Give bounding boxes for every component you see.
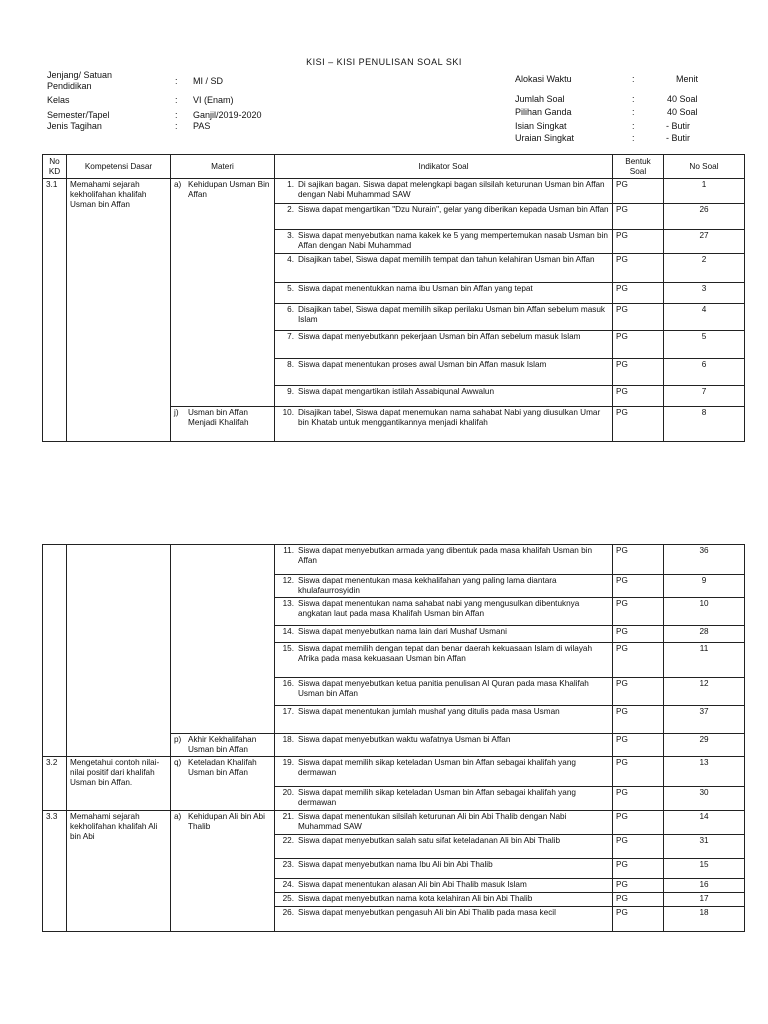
- kd-text-continued: [67, 545, 171, 757]
- indikator-text: Siswa dapat menyebutkan waktu wafatnya Usman bi Affan: [298, 735, 511, 744]
- kisi-table-part2: [42, 544, 745, 932]
- no-soal: 16: [664, 879, 745, 893]
- table-row: [43, 545, 745, 575]
- kd-text: Mengetahui contoh nilai-nilai positif dari khalifah Usman bin Affan.: [67, 757, 171, 811]
- info-label-jenjang: Jenjang/ Satuan: [47, 70, 113, 80]
- bentuk-soal: PG: [613, 545, 664, 575]
- bentuk-soal: PG: [613, 835, 664, 859]
- indikator-text: Siswa dapat menyebutkan nama Ibu Ali bin Abi Thalib: [298, 860, 493, 869]
- bentuk-soal: PG: [613, 734, 664, 757]
- indikator-text: Siswa dapat menyebutkan nama kota kelahiran Ali bin Abi Thalib: [298, 894, 533, 903]
- indikator-number: 15.: [282, 644, 294, 653]
- no-soal: 26: [664, 204, 745, 230]
- info-label-pg: Pilihan Ganda: [515, 107, 572, 117]
- indikator-cell: [275, 879, 613, 893]
- indikator-cell: [275, 643, 613, 678]
- materi-text: Kehidupan Ali bin Abi Thalib: [188, 812, 265, 831]
- bentuk-soal: PG: [613, 626, 664, 643]
- indikator-number: 12.: [282, 576, 294, 585]
- info-label-jenis: Jenis Tagihan: [47, 121, 102, 131]
- indikator-number: 3.: [287, 231, 294, 240]
- table-header-row: [43, 155, 745, 179]
- indikator-cell: [275, 254, 613, 283]
- bentuk-soal: PG: [613, 706, 664, 734]
- no-soal: 27: [664, 230, 745, 254]
- bentuk-soal: PG: [613, 204, 664, 230]
- indikator-cell: [275, 893, 613, 907]
- bentuk-soal: PG: [613, 575, 664, 598]
- indikator-cell: [275, 575, 613, 598]
- indikator-cell: [275, 204, 613, 230]
- no-soal: 37: [664, 706, 745, 734]
- indikator-number: 9.: [287, 387, 294, 396]
- info-value-jenjang: MI / SD: [193, 76, 224, 86]
- indikator-number: 23.: [282, 860, 294, 869]
- header-indikator: Indikator Soal: [275, 155, 613, 179]
- no-soal: 36: [664, 545, 745, 575]
- materi-text: Usman bin Affan Menjadi Khalifah: [188, 408, 249, 427]
- materi-cell: [171, 757, 275, 811]
- indikator-text: Siswa dapat menentukan alasan Ali bin Abi Thalib masuk Islam: [298, 880, 527, 889]
- indikator-number: 2.: [287, 205, 294, 214]
- bentuk-soal: PG: [613, 283, 664, 304]
- indikator-text: Disajikan tabel, Siswa dapat memilih tempat dan tahun kelahiran Usman bin Affan: [298, 255, 595, 264]
- indikator-number: 20.: [282, 788, 294, 797]
- no-soal: 12: [664, 678, 745, 706]
- materi-cell: [171, 811, 275, 932]
- indikator-number: 21.: [282, 812, 294, 821]
- indikator-number: 4.: [287, 255, 294, 264]
- bentuk-soal: PG: [613, 643, 664, 678]
- indikator-number: 16.: [282, 679, 294, 688]
- bentuk-soal: PG: [613, 787, 664, 811]
- indikator-text: Siswa dapat menentukan nama sahabat nabi yang mengusulkan dibentuknya angkatan laut pada masa Khalifah Usman bin Affan: [298, 599, 580, 618]
- indikator-number: 19.: [282, 758, 294, 767]
- info-label-semester: Semester/Tapel: [47, 110, 110, 120]
- bentuk-soal: PG: [613, 757, 664, 787]
- indikator-cell: [275, 359, 613, 386]
- info-right: [515, 74, 735, 146]
- bentuk-soal: PG: [613, 678, 664, 706]
- indikator-cell: [275, 907, 613, 932]
- bentuk-soal: PG: [613, 598, 664, 626]
- indikator-cell: [275, 678, 613, 706]
- header-kompetensi: Kompetensi Dasar: [67, 155, 171, 179]
- indikator-text: Disajikan tabel, Siswa dapat memilih sikap perilaku Usman bin Affan sebelum masuk Islam: [298, 305, 606, 324]
- kd-number: 3.2: [43, 757, 67, 811]
- no-soal: 6: [664, 359, 745, 386]
- materi-letter: q): [174, 758, 182, 767]
- indikator-number: 13.: [282, 599, 294, 608]
- materi-cell: [171, 407, 275, 442]
- indikator-text: Siswa dapat menyebutkan salah satu sifat keteladanan Ali bin Abi Thalib: [298, 836, 561, 845]
- no-soal: 4: [664, 304, 745, 331]
- materi-text: Keteladan Khalifah Usman bin Affan: [188, 758, 257, 777]
- bentuk-soal: PG: [613, 179, 664, 204]
- indikator-number: 6.: [287, 305, 294, 314]
- no-soal: 9: [664, 575, 745, 598]
- no-soal: 15: [664, 859, 745, 879]
- bentuk-soal: PG: [613, 304, 664, 331]
- info-label-kelas: Kelas: [47, 95, 70, 105]
- info-left: [47, 70, 347, 134]
- no-soal: 11: [664, 643, 745, 678]
- indikator-number: 26.: [282, 908, 294, 917]
- indikator-number: 7.: [287, 332, 294, 341]
- indikator-number: 22.: [282, 836, 294, 845]
- info-label-uraian: Uraian Singkat: [515, 133, 575, 143]
- info-value-kelas: VI (Enam): [193, 95, 234, 105]
- indikator-cell: [275, 787, 613, 811]
- indikator-text: Siswa dapat menyebutkan nama kakek ke 5 yang mempertemukan nasab Usman bin Affan dengan Nabi Muhammad: [298, 231, 608, 250]
- indikator-number: 17.: [282, 707, 294, 716]
- kisi-table-part1: [42, 154, 745, 442]
- kd-text: Memahami sejarah kekholifahan khalifah Usman bin Affan: [67, 179, 171, 442]
- indikator-cell: [275, 545, 613, 575]
- info-value-jumlah: 40 Soal: [667, 94, 698, 104]
- materi-cell: [171, 179, 275, 407]
- no-soal: 28: [664, 626, 745, 643]
- indikator-number: 10.: [282, 408, 294, 417]
- indikator-text: Siswa dapat menyebutkan pengasuh Ali bin Abi Thalib pada masa kecil: [298, 908, 556, 917]
- no-soal: 18: [664, 907, 745, 932]
- indikator-text: Siswa dapat menyebutkan nama lain dari Mushaf Usmani: [298, 627, 507, 636]
- indikator-cell: [275, 835, 613, 859]
- indikator-text: Siswa dapat menentukan proses awal Usman bin Affan masuk Islam: [298, 360, 547, 369]
- bentuk-soal: PG: [613, 359, 664, 386]
- no-soal: 29: [664, 734, 745, 757]
- indikator-number: 14.: [282, 627, 294, 636]
- indikator-number: 5.: [287, 284, 294, 293]
- document-title: KISI – KISI PENULISAN SOAL SKI: [306, 57, 462, 67]
- bentuk-soal: PG: [613, 407, 664, 442]
- table-row: [43, 811, 745, 835]
- kd-text: Memahami sejarah kekholifahan khalifah Ali bin Abi: [67, 811, 171, 932]
- info-sep: :: [632, 121, 635, 131]
- info-label-jumlah: Jumlah Soal: [515, 94, 565, 104]
- indikator-cell: [275, 706, 613, 734]
- info-value-semester: Ganjil/2019-2020: [193, 110, 262, 120]
- indikator-number: 25.: [282, 894, 294, 903]
- info-sep: :: [175, 121, 178, 131]
- indikator-cell: [275, 859, 613, 879]
- no-soal: 30: [664, 787, 745, 811]
- info-sep: :: [632, 94, 635, 104]
- indikator-cell: [275, 811, 613, 835]
- indikator-number: 24.: [282, 880, 294, 889]
- info-value-isian: - Butir: [666, 121, 691, 131]
- info-label-isian: Isian Singkat: [515, 121, 567, 131]
- no-soal: 7: [664, 386, 745, 407]
- bentuk-soal: PG: [613, 879, 664, 893]
- info-sep: :: [175, 110, 178, 120]
- bentuk-soal: PG: [613, 331, 664, 359]
- bentuk-soal: PG: [613, 811, 664, 835]
- indikator-cell: [275, 757, 613, 787]
- indikator-cell: [275, 734, 613, 757]
- materi-text: Akhir Kekhalifahan Usman bin Affan: [188, 735, 257, 754]
- indikator-cell: [275, 179, 613, 204]
- materi-cell: [171, 734, 275, 757]
- no-soal: 3: [664, 283, 745, 304]
- table-row: [43, 757, 745, 787]
- bentuk-soal: PG: [613, 893, 664, 907]
- header-bentuk: Bentuk Soal: [613, 155, 664, 179]
- bentuk-soal: PG: [613, 230, 664, 254]
- materi-letter: p): [174, 735, 182, 744]
- indikator-cell: [275, 331, 613, 359]
- info-sep: :: [175, 95, 178, 105]
- indikator-cell: [275, 283, 613, 304]
- materi-text: Kehidupan Usman Bin Affan: [188, 180, 270, 199]
- no-soal: 13: [664, 757, 745, 787]
- indikator-cell: [275, 230, 613, 254]
- indikator-text: Siswa dapat menyebutkan armada yang dibentuk pada masa khalifah Usman bin Affan: [298, 546, 593, 565]
- indikator-number: 11.: [283, 546, 294, 555]
- no-soal: 17: [664, 893, 745, 907]
- no-soal: 5: [664, 331, 745, 359]
- indikator-text: Siswa dapat memilih sikap keteladan Usman bin Affan sebagai khalifah yang dermawan: [298, 788, 576, 807]
- info-sep: :: [632, 74, 635, 84]
- header-no-kd: No KD: [43, 155, 67, 179]
- no-soal: 1: [664, 179, 745, 204]
- indikator-text: Di sajikan bagan. Siswa dapat melengkapi bagan silsilah keturunan Usman bin Affan dengan Nabi Muhammad SAW: [298, 180, 605, 199]
- indikator-cell: [275, 304, 613, 331]
- no-soal: 10: [664, 598, 745, 626]
- materi-continued: [171, 545, 275, 734]
- indikator-cell: [275, 407, 613, 442]
- info-value-alokasi: Menit: [676, 74, 699, 84]
- no-soal: 31: [664, 835, 745, 859]
- indikator-text: Siswa dapat menentukan jumlah mushaf yang ditulis pada masa Usman: [298, 707, 560, 716]
- kd-number: 3.3: [43, 811, 67, 932]
- no-soal: 2: [664, 254, 745, 283]
- materi-letter: a): [174, 180, 182, 189]
- indikator-cell: [275, 626, 613, 643]
- materi-letter: j): [174, 408, 179, 417]
- info-value-jenis: PAS: [193, 121, 211, 131]
- indikator-cell: [275, 598, 613, 626]
- indikator-number: 8.: [287, 360, 294, 369]
- header-no-soal: No Soal: [664, 155, 745, 179]
- indikator-cell: [275, 386, 613, 407]
- bentuk-soal: PG: [613, 254, 664, 283]
- indikator-text: Siswa dapat memilih sikap keteladan Usman bin Affan sebagai khalifah yang dermawan: [298, 758, 576, 777]
- indikator-text: Siswa dapat menentukan silsilah keturunan Ali bin Abi Thalib dengan Nabi Muhammad SAW: [298, 812, 567, 831]
- bentuk-soal: PG: [613, 859, 664, 879]
- indikator-text: Siswa dapat mengartikan "Dzu Nurain", gelar yang diberikan kepada Usman bin Affan: [298, 205, 609, 214]
- kd-number-continued: [43, 545, 67, 757]
- indikator-text: Disajikan tabel, Siswa dapat menemukan nama sahabat Nabi yang diusulkan Umar bin Khatab untuk menggantikannya menjadi khalifah: [298, 408, 601, 427]
- info-value-pg: 40 Soal: [667, 107, 698, 117]
- no-soal: 14: [664, 811, 745, 835]
- indikator-number: 18.: [282, 735, 294, 744]
- header-materi: Materi: [171, 155, 275, 179]
- indikator-text: Siswa dapat menentukan masa kekhalifahan yang paling lama diantara khulafaurrosyidin: [298, 576, 557, 595]
- info-value-uraian: - Butir: [666, 133, 691, 143]
- info-sep: :: [175, 76, 178, 86]
- info-label-alokasi: Alokasi Waktu: [515, 74, 572, 84]
- indikator-text: Siswa dapat menyebutkann pekerjaan Usman bin Affan sebelum masuk Islam: [298, 332, 581, 341]
- table-row: [43, 179, 745, 204]
- indikator-text: Siswa dapat mengartikan istilah Assabiqunal Awwalun: [298, 387, 495, 396]
- no-soal: 8: [664, 407, 745, 442]
- info-sep: :: [632, 133, 635, 143]
- info-label-jenjang-2: Pendidikan: [47, 81, 92, 91]
- indikator-text: Siswa dapat menyebutkan ketua panitia penulisan Al Quran pada masa Khalifah Usman bin Affan: [298, 679, 589, 698]
- indikator-number: 1.: [287, 180, 294, 189]
- bentuk-soal: PG: [613, 386, 664, 407]
- kd-number: 3.1: [43, 179, 67, 442]
- info-sep: :: [632, 107, 635, 117]
- indikator-text: Siswa dapat menentukkan nama ibu Usman bin Affan yang tepat: [298, 284, 533, 293]
- indikator-text: Siswa dapat memilih dengan tepat dan benar daerah kekuasaan Islam di wilayah Afrika pada masa kekuasaan Usman bin Affan: [298, 644, 593, 663]
- materi-letter: a): [174, 812, 182, 821]
- bentuk-soal: PG: [613, 907, 664, 932]
